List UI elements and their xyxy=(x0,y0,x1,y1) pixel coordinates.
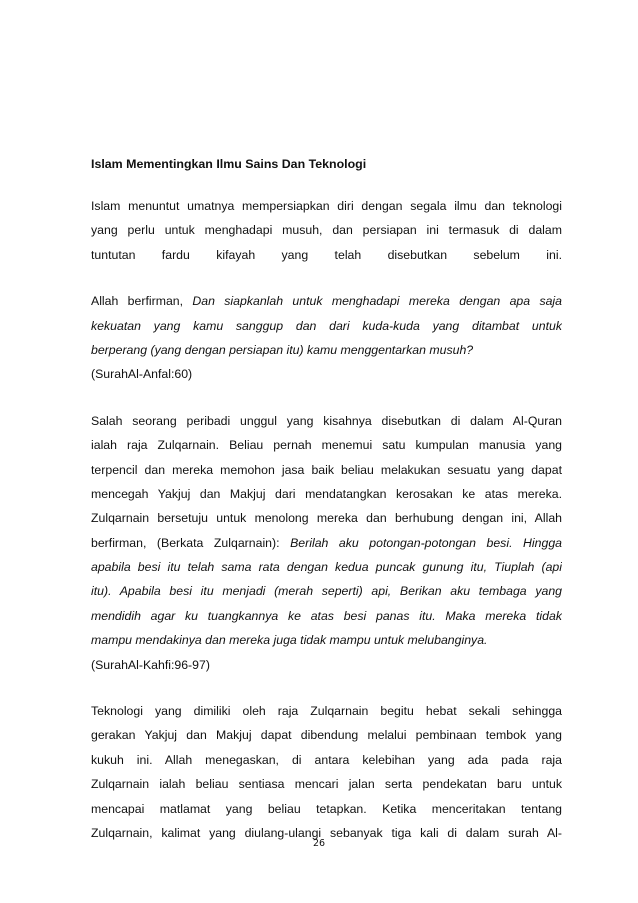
text-line: ialah raja Zulqarnain. Beliau pernah menemui satu kumpulan manusia yang xyxy=(91,438,562,453)
text-line: kukuh ini. Allah menegaskan, di antara kelebihan yang ada pada raja xyxy=(91,752,562,767)
quote-line xyxy=(91,314,562,338)
quote-run: apabila besi itu telah sama rata dengan kedua puncak gunung itu, Tiuplah (api xyxy=(91,560,562,575)
text-line: Zulqarnain ialah beliau sentiasa mencari jalan serta pendekatan baru untuk xyxy=(91,777,562,792)
quote-run: mampu mendakinya dan mereka juga tidak mampu untuk melubanginya. xyxy=(91,633,488,648)
paragraph-4 xyxy=(91,699,562,845)
quote-line xyxy=(91,579,562,603)
quote-run: kekuatan yang kamu sanggup dan dari kuda-kuda yang ditambat untuk xyxy=(91,318,562,333)
text-line: Islam menuntut umatnya mempersiapkan diri dengan segala ilmu dan teknologi xyxy=(91,199,562,213)
text-line xyxy=(91,289,562,313)
section-heading: Islam Mementingkan Ilmu Sains Dan Teknologi xyxy=(91,157,367,171)
paragraph-2 xyxy=(91,289,562,387)
text-line: Zulqarnain, kalimat yang diulang-ulangi sebanyak tiga kali di dalam surah Al- xyxy=(91,825,562,840)
citation: (SurahAl-Anfal:60) xyxy=(91,367,193,382)
text-line: gerakan Yakjuj dan Makjuj dapat dibendung melalui pembinaan tembok yang xyxy=(91,728,562,743)
quote-run: berperang (yang dengan persiapan itu) kamu menggentarkan musuh? xyxy=(91,342,474,357)
text-line: mencegah Yakjuj dan Makjuj dari mendatangkan kerosakan ke atas mereka. xyxy=(91,486,562,501)
paragraph-3 xyxy=(91,409,562,677)
paragraph-1 xyxy=(91,194,562,267)
page-body xyxy=(91,155,562,867)
text-line: mencapai matlamat yang beliau tetapkan. Ketika menceritakan tentang xyxy=(91,801,562,816)
text-run: Allah berfirman, xyxy=(91,294,193,309)
text-line: Zulqarnain bersetuju untuk menolong mereka dan berhubung dengan ini, Allah xyxy=(91,511,562,526)
text-line: yang perlu untuk menghadapi musuh, dan persiapan ini termasuk di dalam xyxy=(91,223,562,238)
quote-line xyxy=(91,604,562,628)
text-line: Teknologi yang dimiliki oleh raja Zulqarnain begitu hebat sekali sehingga xyxy=(91,704,562,719)
quote-line xyxy=(91,628,562,652)
text-line: Salah seorang peribadi unggul yang kisahnya disebutkan di dalam Al-Quran xyxy=(91,413,562,428)
quote-line xyxy=(91,338,562,362)
quote-run: Dan siapkanlah untuk menghadapi mereka dengan apa saja xyxy=(192,294,562,309)
text-run: berfirman, (Berkata Zulqarnain): xyxy=(91,535,291,550)
text-line xyxy=(91,531,562,555)
text-line: terpencil dan mereka memohon jasa baik beliau melakukan sesuatu yang dapat xyxy=(91,462,562,477)
citation: (SurahAl-Kahfi:96-97) xyxy=(91,657,210,672)
quote-run: mendidih agar ku tuangkannya ke atas besi panas itu. Maka mereka tidak xyxy=(91,608,562,623)
page-number: 26 xyxy=(312,838,326,849)
text-line: tuntutan fardu kifayah yang telah disebutkan sebelum ini. xyxy=(91,247,562,262)
quote-run: Berilah aku potongan-potongan besi. Hingga xyxy=(290,535,562,550)
quote-line xyxy=(91,555,562,579)
quote-run: itu). Apabila besi itu menjadi (merah seperti) api, Berikan aku tembaga yang xyxy=(91,584,562,599)
